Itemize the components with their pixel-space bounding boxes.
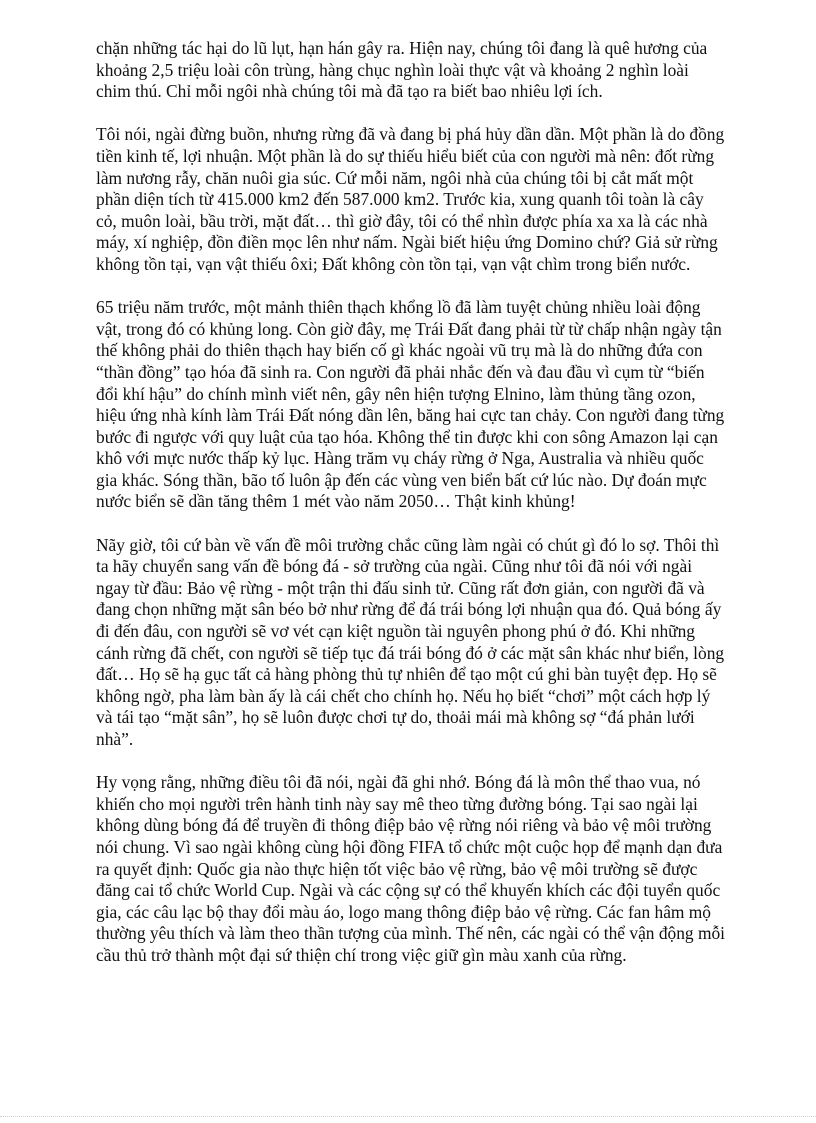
page-bottom-divider bbox=[0, 1116, 816, 1117]
paragraph-football-metaphor: Nãy giờ, tôi cứ bàn về vấn đề môi trường chắc cũng làm ngài có chút gì đó lo sợ. Thôi thì ta hãy chuyển sang vấn đề bóng đá - sở trường của ngài. Cũng như tôi đã nói với ngài ngay từ đầu: Bảo vệ rừng - một trận thi đấu sinh tử. Cũng rất đơn giản, con người đã và đang chọn những mặt sân béo bở như rừng để đá trái bóng lợi nhuận qua đó. Quả bóng ấy đi đến đâu, con người sẽ vơ vét cạn kiệt nguồn tài nguyên phong phú ở đó. Khi những cánh rừng đã chết, con người sẽ tiếp tục đá trái bóng đó ở các mặt sân khác như biển, lòng đất… Họ sẽ hạ gục tất cả hàng phòng thủ tự nhiên để tạo một cú ghi bàn tuyệt đẹp. Họ sẽ không ngờ, pha làm bàn ấy là cái chết cho chính họ. Nếu họ biết “chơi” một cách hợp lý và tái tạo “mặt sân”, họ sẽ luôn được chơi tự do, thoải mái mà không sợ “đá phản lưới nhà”. bbox=[96, 534, 725, 749]
document-body bbox=[96, 38, 726, 988]
paragraph-forest-benefits: chặn những tác hại do lũ lụt, hạn hán gây ra. Hiện nay, chúng tôi đang là quê hương của khoảng 2,5 triệu loài côn trùng, hàng chục nghìn loài thực vật và khoảng 2 nghìn loài chim thú. Chỉ mỗi ngôi nhà chúng tôi mà đã tạo ra biết bao nhiêu lợi ích. bbox=[96, 38, 708, 102]
paragraph-climate-change: 65 triệu năm trước, một mảnh thiên thạch khổng lồ đã làm tuyệt chủng nhiều loài động vật, trong đó có khủng long. Còn giờ đây, mẹ Trái Đất đang phải từ từ chấp nhận ngày tận thế không phải do thiên thạch hay biến cố gì khác ngoài vũ trụ mà là do những đứa con “thần đồng” tạo hóa đã sinh ra. Con người đã phải nhắc đến và đau đầu vì cụm từ “biến đổi khí hậu” do chính mình viết nên, gây nên hiện tượng Elnino, làm thủng tầng ozon, hiệu ứng nhà kính làm Trái Đất nóng dần lên, băng hai cực tan chảy. Con người đang từng bước đi ngược với quy luật của tạo hóa. Không thể tin được khi con sông Amazon lại cạn khô với mực nước thấp kỷ lục. Hàng trăm vụ cháy rừng ở Nga, Australia và nhiều quốc gia khác. Sóng thần, bão tố luôn ập đến các vùng ven biển bất cứ lúc nào. Dự đoán mực nước biển sẽ dần tăng thêm 1 mét vào năm 2050… Thật kinh khủng! bbox=[96, 297, 725, 512]
paragraph-fifa-proposal: Hy vọng rằng, những điều tôi đã nói, ngài đã ghi nhớ. Bóng đá là môn thể thao vua, nó khiến cho mọi người trên hành tinh này say mê theo từng đường bóng. Tại sao ngài lại không dùng bóng đá để truyền đi thông điệp bảo vệ rừng nói riêng và bảo vệ môi trường nói chung. Vì sao ngài không cùng hội đồng FIFA tổ chức một cuộc họp để mạnh dạn đưa ra quyết định: Quốc gia nào thực hiện tốt việc bảo vệ rừng, bảo vệ môi trường sẽ được đăng cai tổ chức World Cup. Ngài và các cộng sự có thể khuyến khích các đội tuyển quốc gia, các câu lạc bộ thay đổi màu áo, logo mang thông điệp bảo vệ rừng. Các fan hâm mộ thường yêu thích và làm theo thần tượng của mình. Thế nên, các ngài có thể vận động mỗi cầu thủ trở thành một đại sứ thiện chí trong việc giữ gìn màu xanh của rừng. bbox=[96, 772, 726, 965]
paragraph-deforestation: Tôi nói, ngài đừng buồn, nhưng rừng đã và đang bị phá hủy dần dần. Một phần là do đồng tiền kinh tế, lợi nhuận. Một phần là do sự thiếu hiểu biết của con người mà nên: đốt rừng làm nương rẫy, chăn nuôi gia súc. Cứ mỗi năm, ngôi nhà của chúng tôi bị cắt mất một phần diện tích từ 415.000 km2 đến 587.000 km2. Trước kia, xung quanh tôi toàn là cây cỏ, muôn loài, bầu trời, mặt đất… thì giờ đây, tôi có thể nhìn được phía xa xa là các nhà máy, xí nghiệp, đồn điền mọc lên như nấm. Ngài biết hiệu ứng Domino chứ? Giả sử rừng không tồn tại, vạn vật thiếu ôxi; Đất không còn tồn tại, vạn vật chìm trong biển nước. bbox=[96, 124, 725, 274]
